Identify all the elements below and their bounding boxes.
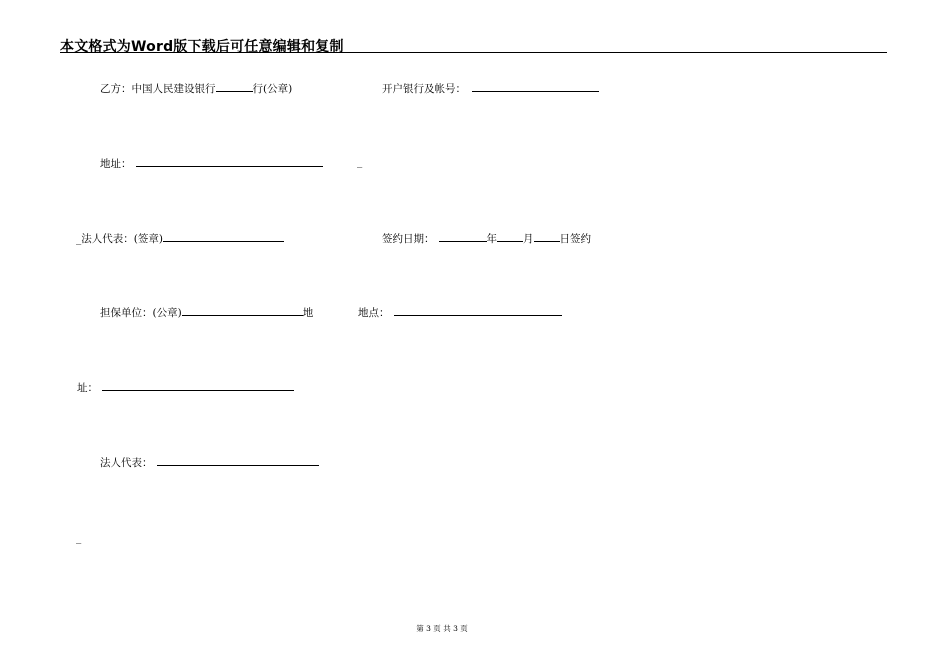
guarantor-addr-char: 地 [302,307,314,319]
sign-date-line [382,230,591,246]
bank-account-label: 开户银行及帐号： [382,83,466,95]
legal-rep-sign-label: _法人代表：(签章) [76,233,163,245]
month-label: 月 [523,233,534,245]
day-sign-label: 日签约 [559,233,591,245]
branch-blank[interactable] [216,80,253,92]
guarantor-label: 担保单位：(公章) [100,307,182,319]
guarantor-line [100,304,313,320]
document-header-title: 本文格式为Word版下载后可任意编辑和复制 [60,39,344,55]
party-b-label: 乙方：中国人民建设银行 [100,83,216,95]
day-blank[interactable] [534,230,560,242]
trailing-underscore: _ [76,532,82,544]
address-cont-line [77,379,294,395]
bank-account-line [382,80,599,96]
location-label: 地点： [358,307,390,319]
year-blank[interactable] [439,230,487,242]
page-number-footer: 第 3 页 共 3 页 [416,624,468,633]
location-line [358,304,562,320]
address-cont-label: 址： [77,382,98,394]
party-b-line [100,80,292,96]
guarantor-blank[interactable] [182,304,303,316]
legal-rep-blank[interactable] [157,454,319,466]
legal-rep-line [100,454,319,470]
address-line [100,155,323,171]
legal-rep-sign-line [76,230,284,246]
address-cont-blank[interactable] [102,379,294,391]
address-label: 地址： [100,158,132,170]
party-b-branch-label: 行(公章) [252,83,293,95]
year-label: 年 [486,233,497,245]
sign-date-label: 签约日期： [382,233,435,245]
header-divider [60,52,887,53]
address-underscore: _ [357,156,363,168]
location-blank[interactable] [394,304,562,316]
legal-rep-sign-blank[interactable] [163,230,284,242]
month-blank[interactable] [497,230,523,242]
address-blank[interactable] [136,155,323,167]
legal-rep-label: 法人代表： [100,457,153,469]
bank-account-blank[interactable] [472,80,599,92]
